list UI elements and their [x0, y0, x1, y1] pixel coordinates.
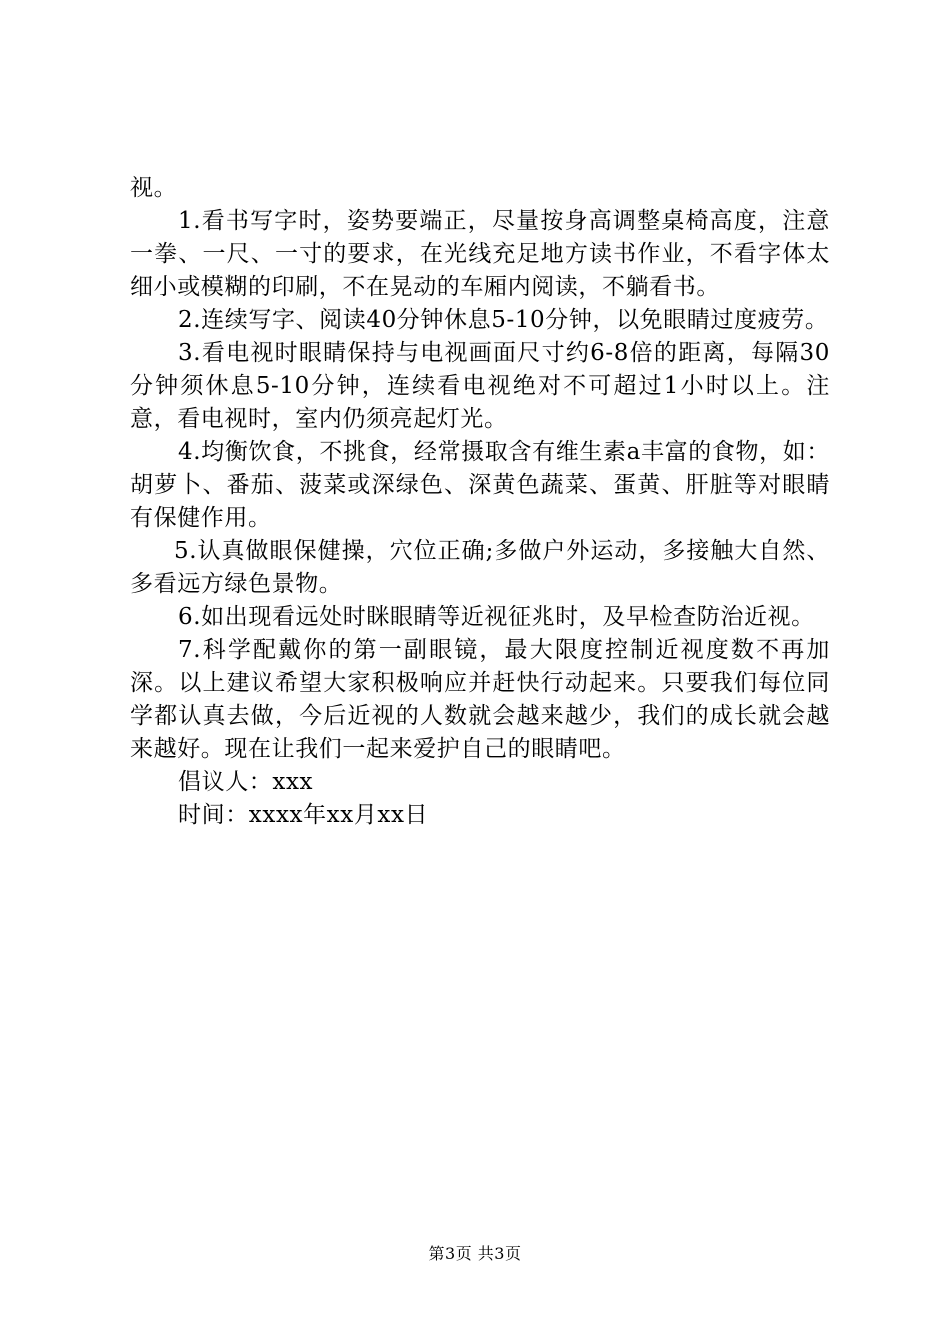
- date-line: 时间：xxxx年xx月xx日: [178, 802, 429, 828]
- paragraph-item-3: 3.看电视时眼睛保持与电视画面尺寸约6-8倍的距离，每隔30分钟须休息5-10分钟，连续看电视绝对不可超过1小时以上。注意，看电视时，室内仍须亮起灯光。: [130, 340, 830, 432]
- paragraph-item-5: 5.认真做眼保健操，穴位正确;多做户外运动，多接触大自然、多看远方绿色景物。: [130, 538, 830, 597]
- proposer-line: 倡议人：xxx: [178, 769, 314, 795]
- document-body: [130, 172, 830, 832]
- paragraph-item-1: 1.看书写字时，姿势要端正，尽量按身高调整桌椅高度，注意一拳、一尺、一寸的要求，在光线充足地方读书作业，不看字体太细小或模糊的印刷，不在晃动的车厢内阅读，不躺看书。: [130, 208, 830, 300]
- paragraph-item-6: 6.如出现看远处时眯眼睛等近视征兆时，及早检查防治近视。: [178, 604, 815, 630]
- paragraph-item-7: 7.科学配戴你的第一副眼镜，最大限度控制近视度数不再加深。以上建议希望大家积极响应并赶快行动起来。只要我们每位同学都认真去做，今后近视的人数就会越来越少，我们的成长就会越来越好。现在让我们一起来爱护自己的眼睛吧。: [130, 637, 830, 762]
- paragraph-item-2: 2.连续写字、阅读40分钟休息5-10分钟，以免眼睛过度疲劳。: [178, 307, 829, 333]
- page-number-footer: 第3页 共3页: [428, 1244, 522, 1263]
- paragraph-continuation: 视。: [130, 175, 178, 201]
- paragraph-item-4: 4.均衡饮食，不挑食，经常摄取含有维生素a丰富的食物，如：胡萝卜、番茄、菠菜或深绿色、深黄色蔬菜、蛋黄、肝脏等对眼睛有保健作用。: [130, 439, 830, 531]
